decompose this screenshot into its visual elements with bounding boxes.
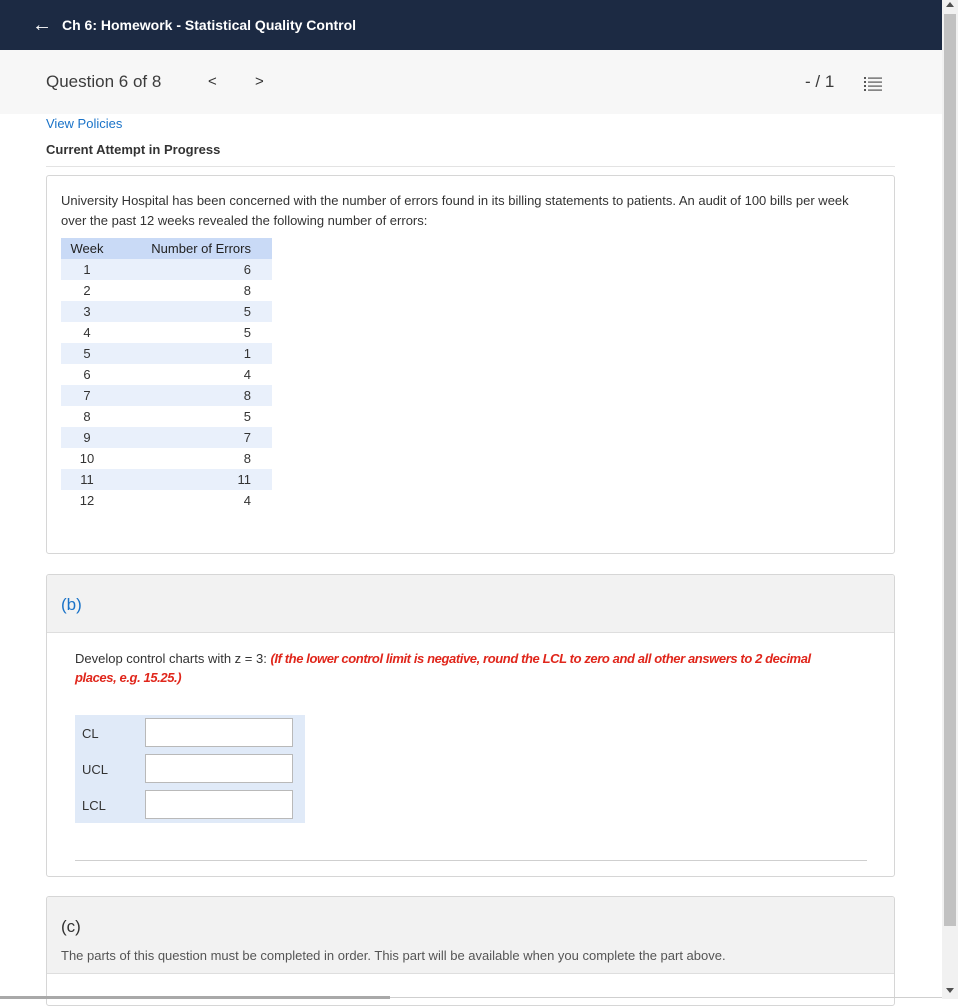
- table-row: [61, 490, 272, 511]
- errors-cell: 4: [113, 364, 272, 385]
- errors-cell: 1: [113, 343, 272, 364]
- assignment-title: Ch 6: Homework - Statistical Quality Control: [62, 17, 357, 33]
- errors-cell: 8: [113, 385, 272, 406]
- scroll-down-arrow-icon[interactable]: [946, 988, 954, 993]
- cl-input[interactable]: [145, 718, 293, 747]
- column-header-errors: Number of Errors: [113, 238, 272, 259]
- lcl-label: LCL: [82, 798, 106, 813]
- ucl-input[interactable]: [145, 754, 293, 783]
- lcl-row: [75, 787, 305, 823]
- week-cell: 6: [61, 364, 113, 385]
- errors-cell: 4: [113, 490, 272, 511]
- cl-label: CL: [82, 726, 99, 741]
- part-b-card: [46, 574, 895, 877]
- table-row: [61, 385, 272, 406]
- ucl-row: [75, 751, 305, 787]
- errors-table: [61, 238, 272, 511]
- question-counter: Question 6 of 8: [46, 72, 162, 91]
- part-b-header: [47, 575, 894, 633]
- week-cell: 10: [61, 448, 113, 469]
- problem-text: University Hospital has been concerned with the number of errors found in its billing statements to patients. An audit of 100 bills per week over the past 12 weeks revealed the following number of errors:: [61, 193, 849, 228]
- part-c-card: [46, 896, 895, 1006]
- question-navigation: [0, 50, 942, 114]
- scrollbar-thumb[interactable]: [944, 14, 956, 926]
- part-b-label: (b): [61, 595, 82, 614]
- next-question-button[interactable]: >: [255, 73, 264, 90]
- errors-cell: 6: [113, 259, 272, 280]
- divider: [75, 860, 867, 861]
- attempt-status: Current Attempt in Progress: [46, 142, 221, 157]
- table-row: [61, 364, 272, 385]
- scroll-up-arrow-icon[interactable]: [946, 2, 954, 7]
- table-row: [61, 427, 272, 448]
- part-c-locked-note: The parts of this question must be completed in order. This part will be available when you complete the part above.: [61, 948, 726, 963]
- week-cell: 2: [61, 280, 113, 301]
- table-row: [61, 322, 272, 343]
- errors-cell: 8: [113, 448, 272, 469]
- question-list-icon[interactable]: [864, 76, 882, 92]
- errors-cell: 7: [113, 427, 272, 448]
- table-row: [61, 448, 272, 469]
- table-row: [61, 280, 272, 301]
- week-cell: 5: [61, 343, 113, 364]
- part-c-header: [47, 897, 894, 974]
- view-policies-link[interactable]: View Policies: [46, 116, 123, 131]
- week-cell: 11: [61, 469, 113, 490]
- instruction-text: Develop control charts with z = 3:: [75, 651, 267, 666]
- question-score: - / 1: [805, 72, 835, 91]
- table-row: [61, 469, 272, 490]
- table-row: [61, 259, 272, 280]
- table-row: [61, 301, 272, 322]
- errors-cell: 5: [113, 322, 272, 343]
- week-cell: 1: [61, 259, 113, 280]
- bottom-divider: [390, 997, 942, 998]
- errors-cell: 5: [113, 301, 272, 322]
- table-row: [61, 343, 272, 364]
- ucl-label: UCL: [82, 762, 109, 777]
- answer-table: [75, 715, 305, 823]
- divider: [46, 166, 895, 167]
- week-cell: 8: [61, 406, 113, 427]
- week-cell: 9: [61, 427, 113, 448]
- week-cell: 7: [61, 385, 113, 406]
- table-row: [61, 406, 272, 427]
- column-header-week: Week: [61, 238, 113, 259]
- lcl-input[interactable]: [145, 790, 293, 819]
- errors-cell: 11: [113, 469, 272, 490]
- errors-cell: 5: [113, 406, 272, 427]
- week-cell: 12: [61, 490, 113, 511]
- part-c-label: (c): [61, 917, 81, 936]
- problem-card: [46, 175, 895, 554]
- cl-row: [75, 715, 305, 751]
- back-arrow-icon[interactable]: ←: [32, 14, 52, 36]
- errors-cell: 8: [113, 280, 272, 301]
- previous-question-button[interactable]: <: [208, 73, 217, 90]
- part-b-instruction: [75, 649, 855, 687]
- vertical-scrollbar[interactable]: [942, 0, 958, 999]
- week-cell: 3: [61, 301, 113, 322]
- rounding-instruction: (If the lower control limit is negative, round the LCL to zero and all other answers to 2 decimal places, e.g. 15.25.): [75, 651, 811, 685]
- top-bar: [0, 0, 942, 50]
- week-cell: 4: [61, 322, 113, 343]
